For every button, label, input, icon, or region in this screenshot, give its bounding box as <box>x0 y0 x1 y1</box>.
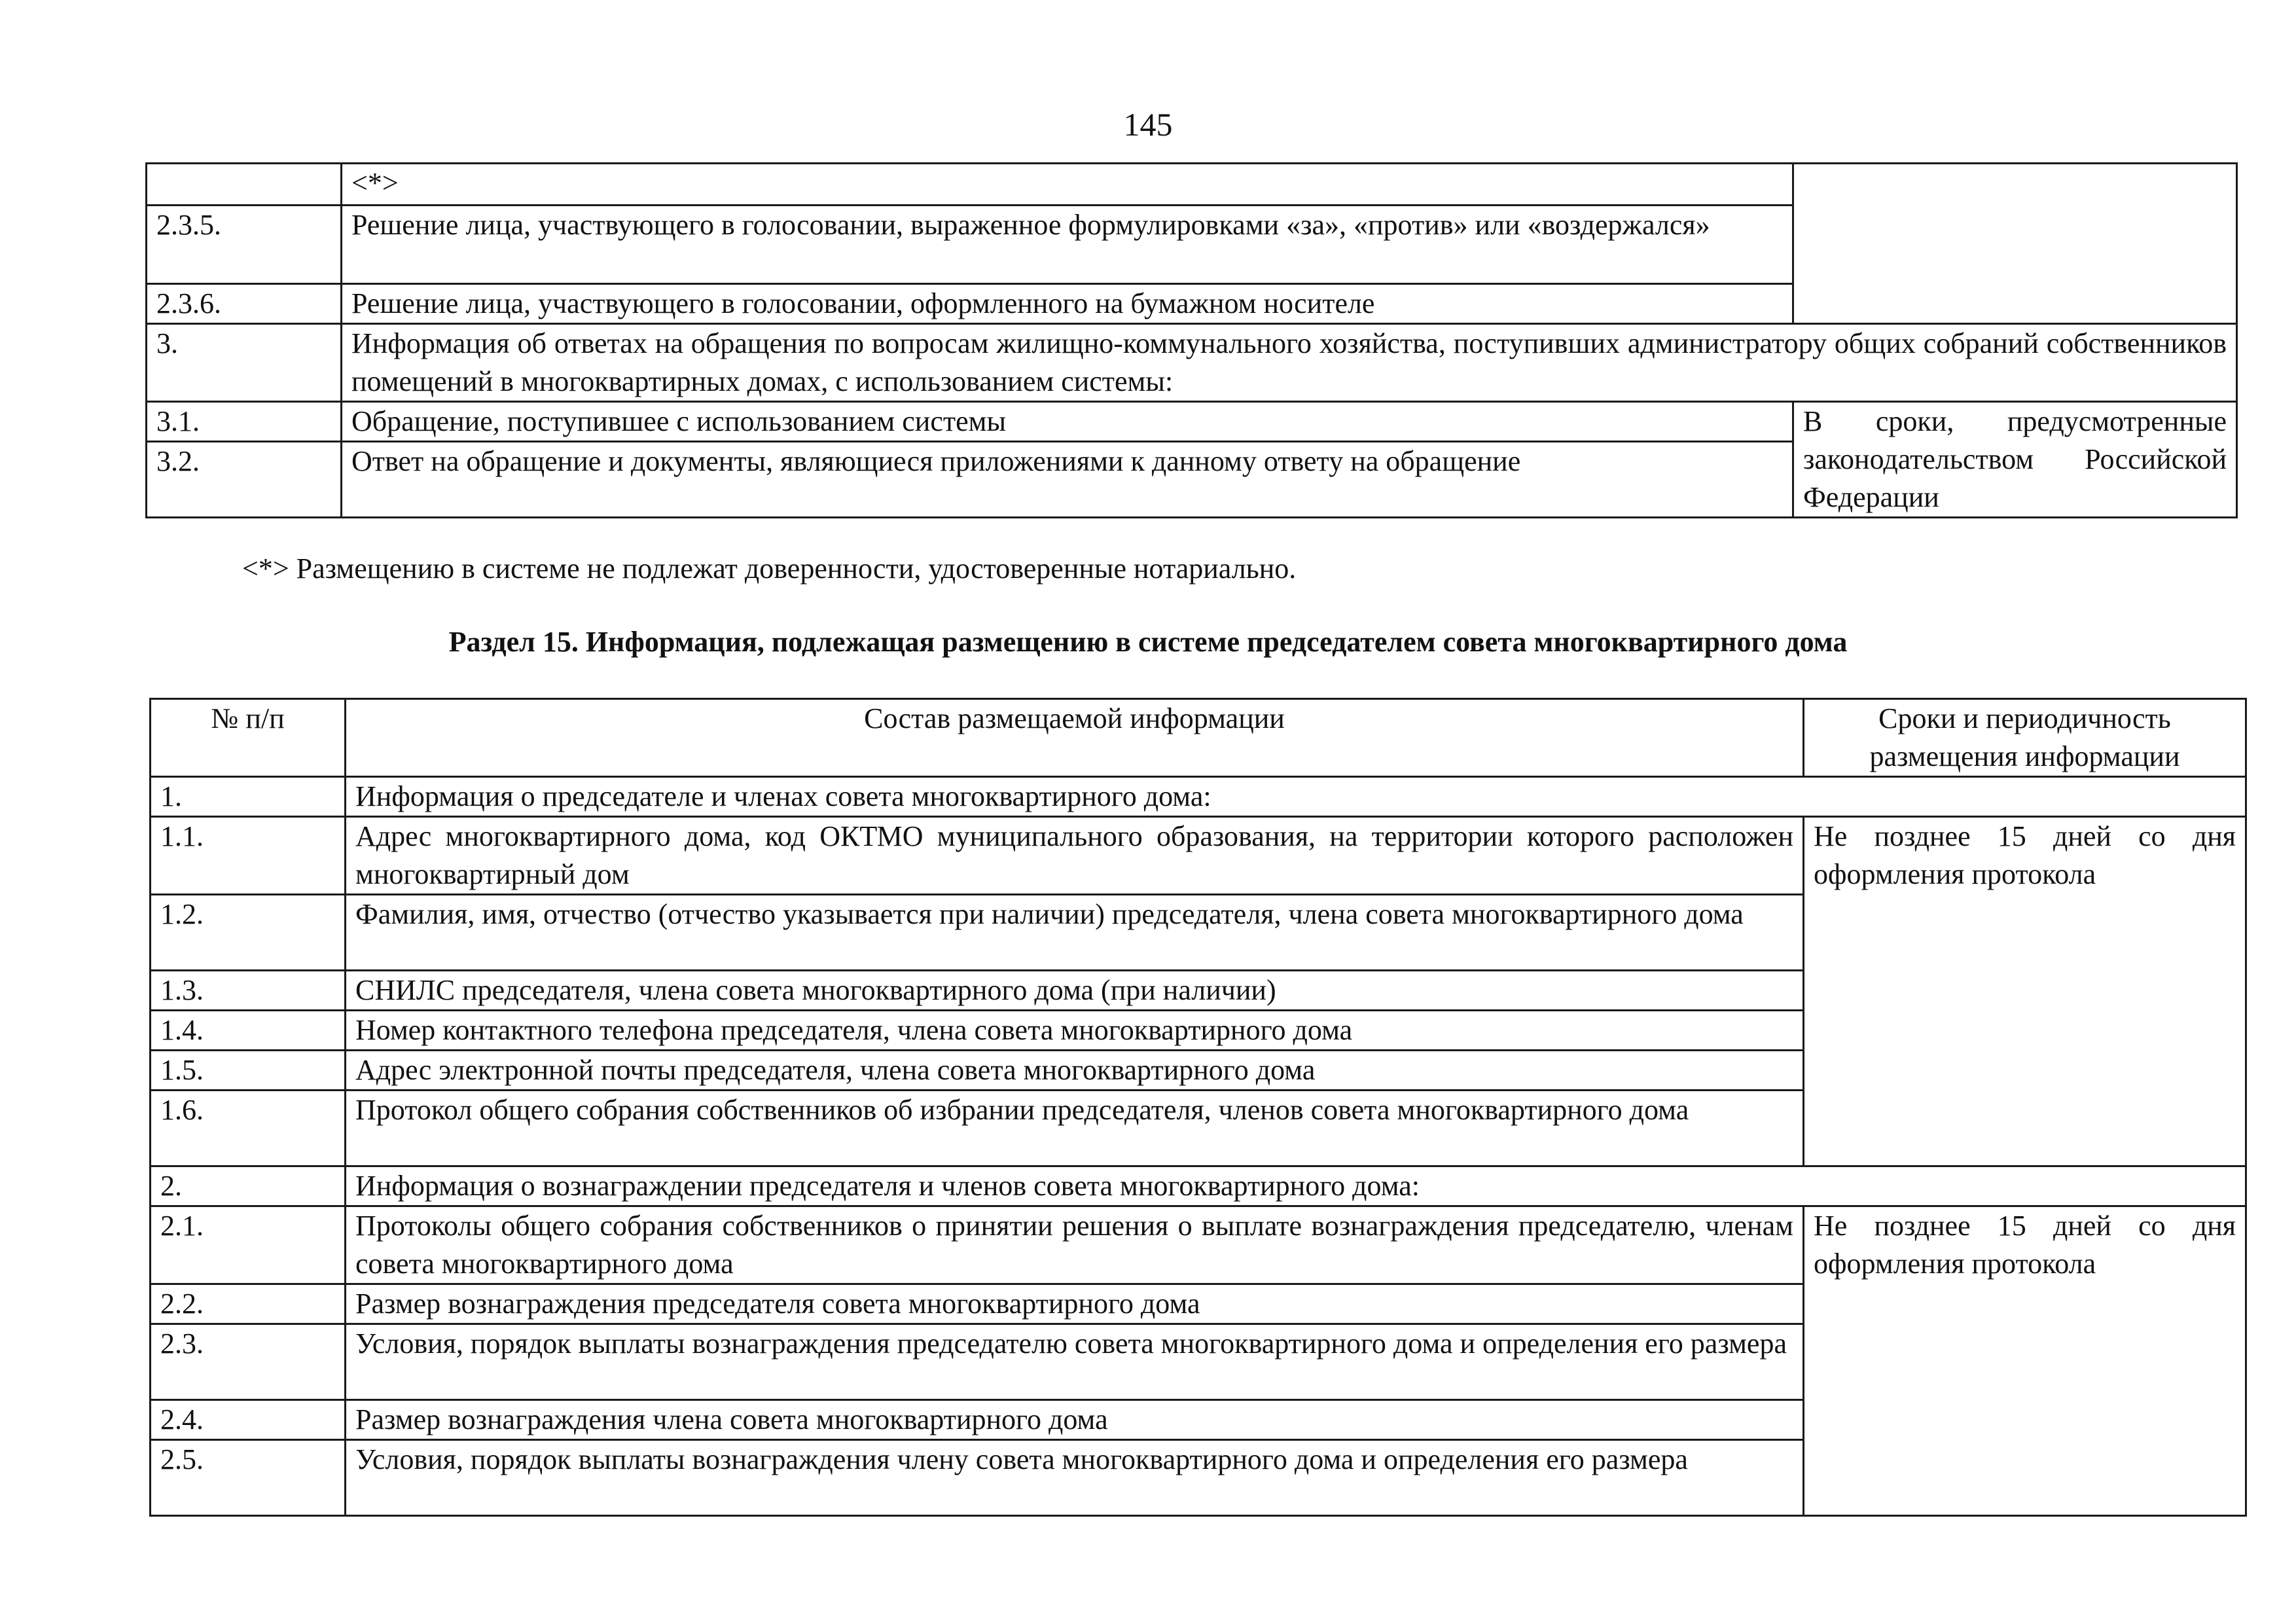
top-table <box>145 162 2238 518</box>
row-number: 1. <box>151 777 346 817</box>
table-row <box>151 1206 2246 1284</box>
terms-cell: В сроки, предусмотренные законодательством Российской Федерации <box>1793 402 2237 518</box>
row-text: Размер вознаграждения председателя совета многоквартирного дома <box>346 1284 1804 1324</box>
table-row <box>147 402 2237 442</box>
header-content: Состав размещаемой информации <box>346 699 1804 777</box>
terms-cell: Не позднее 15 дней со дня оформления протокола <box>1804 817 2246 1166</box>
row-number: 1.3. <box>151 971 346 1011</box>
row-text: Решение лица, участвующего в голосовании, оформленного на бумажном носителе <box>342 284 1793 324</box>
row-text: Протокол общего собрания собственников об избрании председателя, членов совета многоквартирного дома <box>346 1091 1804 1166</box>
row-text: Ответ на обращение и документы, являющиеся приложениями к данному ответу на обращение <box>342 442 1793 518</box>
row-text: Адрес многоквартирного дома, код ОКТМО муниципального образования, на территории которого расположен многоквартирный дом <box>346 817 1804 895</box>
row-number: 1.1. <box>151 817 346 895</box>
row-number: 1.5. <box>151 1051 346 1091</box>
row-number: 2.3.6. <box>147 284 342 324</box>
row-text: Размер вознаграждения члена совета многоквартирного дома <box>346 1400 1804 1440</box>
header-terms: Сроки и периодичность размещения информации <box>1804 699 2246 777</box>
row-text: <*> <box>342 164 1793 206</box>
row-number: 1.2. <box>151 895 346 971</box>
row-text: Решение лица, участвующего в голосовании, выраженное формулировками «за», «против» или «воздержался» <box>342 206 1793 284</box>
row-number: 3.1. <box>147 402 342 442</box>
row-number: 2. <box>151 1166 346 1206</box>
group-row <box>151 777 2246 817</box>
terms-empty-cell <box>1793 164 2237 324</box>
header-row <box>151 699 2246 777</box>
row-text: Условия, порядок выплаты вознаграждения председателю совета многоквартирного дома и определения его размера <box>346 1324 1804 1400</box>
row-text: Протоколы общего собрания собственников о принятии решения о выплате вознаграждения председателю, членам совета многоквартирного дома <box>346 1206 1804 1284</box>
group-row <box>151 1166 2246 1206</box>
group-title: Информация о председателе и членах совета многоквартирного дома: <box>346 777 2246 817</box>
row-number: 2.4. <box>151 1400 346 1440</box>
row-number: 2.2. <box>151 1284 346 1324</box>
row-number: 1.6. <box>151 1091 346 1166</box>
row-text: Обращение, поступившее с использованием системы <box>342 402 1793 442</box>
row-number <box>147 164 342 206</box>
row-text: Информация об ответах на обращения по вопросам жилищно-коммунального хозяйства, поступивших администратору общих собраний собственников помещений в многоквартирных домах, с использованием системы: <box>342 324 2237 402</box>
row-text: Адрес электронной почты председателя, члена совета многоквартирного дома <box>346 1051 1804 1091</box>
table-row <box>151 817 2246 895</box>
row-text: Номер контактного телефона председателя, члена совета многоквартирного дома <box>346 1011 1804 1051</box>
row-number: 2.3.5. <box>147 206 342 284</box>
section-title: Раздел 15. Информация, подлежащая размещению в системе председателем совета многоквартирного дома <box>448 626 1848 658</box>
page-number: 145 <box>1123 106 1173 143</box>
bottom-table <box>149 698 2247 1517</box>
row-text: Фамилия, имя, отчество (отчество указывается при наличии) председателя, члена совета многоквартирного дома <box>346 895 1804 971</box>
table-row <box>147 164 2237 206</box>
terms-cell: Не позднее 15 дней со дня оформления протокола <box>1804 1206 2246 1516</box>
table-row <box>147 324 2237 402</box>
row-number: 1.4. <box>151 1011 346 1051</box>
row-number: 2.5. <box>151 1440 346 1516</box>
row-number: 3. <box>147 324 342 402</box>
row-number: 2.1. <box>151 1206 346 1284</box>
row-text: Условия, порядок выплаты вознаграждения члену совета многоквартирного дома и определения его размера <box>346 1440 1804 1516</box>
group-title: Информация о вознаграждении председателя и членов совета многоквартирного дома: <box>346 1166 2246 1206</box>
footnote: <*> Размещению в системе не подлежат доверенности, удостоверенные нотариально. <box>242 552 1297 585</box>
row-number: 2.3. <box>151 1324 346 1400</box>
row-number: 3.2. <box>147 442 342 518</box>
row-text: СНИЛС председателя, члена совета многоквартирного дома (при наличии) <box>346 971 1804 1011</box>
header-num: № п/п <box>151 699 346 777</box>
